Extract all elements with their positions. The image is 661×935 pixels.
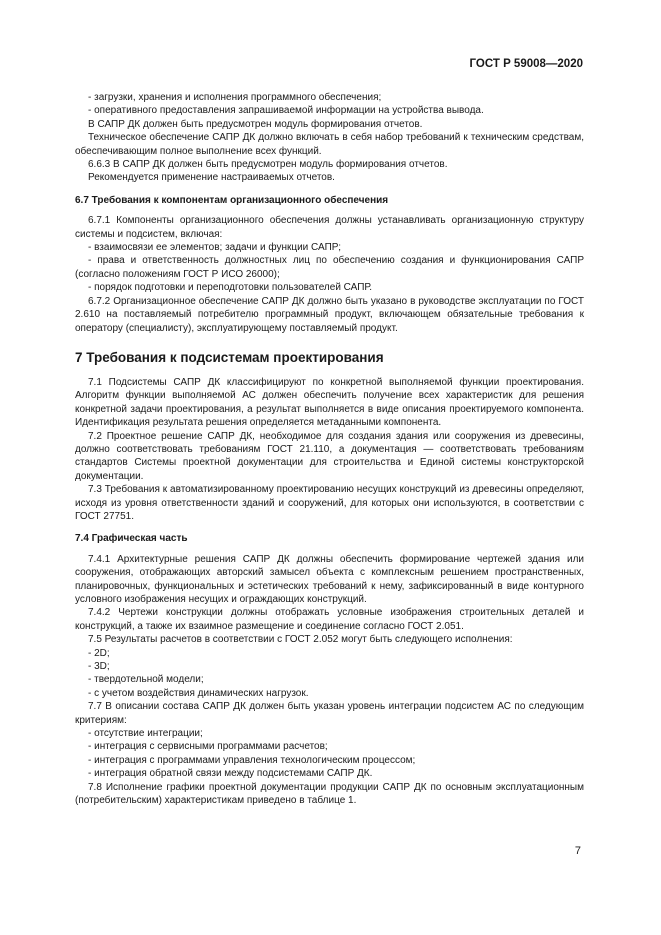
paragraph: В САПР ДК должен быть предусмотрен модуль формирования отчетов. [88, 118, 423, 130]
paragraph: 6.7.2 Организационное обеспечение САПР ДК должно быть указано в руководстве эксплуатации по ГОСТ 2.610 на поставляемый потребителю программный продукт, включающем обязательные требования к оператору (специалисту), эксплуатирующему поставляемый продукт. [75, 295, 584, 334]
list-item: - интеграция с программами управления технологическим процессом; [88, 754, 416, 766]
paragraph: 7.7 В описании состава САПР ДК должен быть указан уровень интеграции подсистем АС по следующим критериям: [75, 701, 584, 726]
section-heading: 7 Требования к подсистемам проектирования [75, 349, 384, 365]
paragraph: 7.2 Проектное решение САПР ДК, необходимое для создания здания или сооружения из древесины, должно соответствовать требованиям ГОСТ 21.110, а документация — соответствовать требованиям стандартов Системы проектной документации для строительства и Единой системы конструкторской документации. [75, 430, 584, 482]
list-item: - взаимосвязи ее элементов; задачи и функции САПР; [88, 242, 342, 254]
subsection-heading: 6.7 Требования к компонентам организационного обеспечения [75, 194, 389, 206]
paragraph: 7.3 Требования к автоматизированному проектированию несущих конструкций из древесины определяют, исходя из уровня ответственности зданий и сооружений, для которых они используются, в соответствии с ГОСТ 27751. [75, 484, 584, 522]
paragraph: 7.1 Подсистемы САПР ДК классифицируют по конкретной выполняемой функции проектирования. Алгоритм функции выполняемой АС должен обеспечить получение всех характеристик для решения конкретной задачи проектирования, а результат выполняется в виде описания проектируемого компонента. Идентификация результата решения определяется метаданными компонента. [75, 376, 584, 429]
list-item: - с учетом воздействия динамических нагрузок. [88, 687, 309, 699]
list-item: - отсутствие интеграции; [88, 728, 203, 740]
paragraph: Техническое обеспечение САПР ДК должно включать в себя набор требований к техническим средствам, обеспечивающим полное выполнение всех функций. [75, 132, 584, 157]
paragraph: 7.4.2 Чертежи конструкции должны отображать условные изображения строительных деталей и конструкций, а также их взаимное размещение и соединение согласно ГОСТ 2.051. [75, 607, 584, 632]
list-item: - 3D; [88, 661, 110, 673]
list-item: - оперативного предоставления запрашиваемой информации на устройства вывода. [88, 105, 484, 117]
paragraph: 7.8 Исполнение графики проектной документации продукции САПР ДК по основным эксплуатационным (потребительским) характеристикам приведено в таблице 1. [75, 781, 584, 807]
paragraph: 7.4.1 Архитектурные решения САПР ДК должны обеспечить формирование чертежей здания или сооружения, отображающих авторский замысел объекта с комплексным решением пространственных, планировочных, функциональных и эстетических требований к нему, зафиксированный в виде контурного условного изображения несущих и ограждающих конструкций. [75, 553, 584, 605]
list-item: - твердотельной модели; [88, 674, 204, 686]
document-code-header: ГОСТ Р 59008—2020 [469, 58, 583, 70]
list-item: - интеграция с сервисными программами расчетов; [88, 741, 328, 753]
list-item: - права и ответственность должностных лиц по обеспечению создания и функционирования САПР (согласно положениям ГОСТ Р ИСО 26000); [75, 255, 584, 280]
document-body [75, 91, 584, 808]
paragraph: 7.5 Результаты расчетов в соответствии с ГОСТ 2.052 могут быть следующего исполнения: [88, 634, 513, 646]
paragraph: 6.6.3 В САПР ДК должен быть предусмотрен модуль формирования отчетов. [88, 159, 448, 171]
subsection-heading: 7.4 Графическая часть [75, 533, 188, 545]
list-item: - 2D; [88, 647, 110, 659]
list-item: - порядок подготовки и переподготовки пользователей САПР. [88, 282, 372, 294]
paragraph: Рекомендуется применение настраиваемых отчетов. [88, 172, 335, 184]
list-item: - интеграция обратной связи между подсистемами САПР ДК. [88, 768, 373, 780]
list-item: - загрузки, хранения и исполнения программного обеспечения; [88, 92, 382, 103]
paragraph: 6.7.1 Компоненты организационного обеспечения должны устанавливать организационную структуру системы и подсистем, включая: [75, 215, 584, 240]
page-number: 7 [574, 845, 581, 857]
